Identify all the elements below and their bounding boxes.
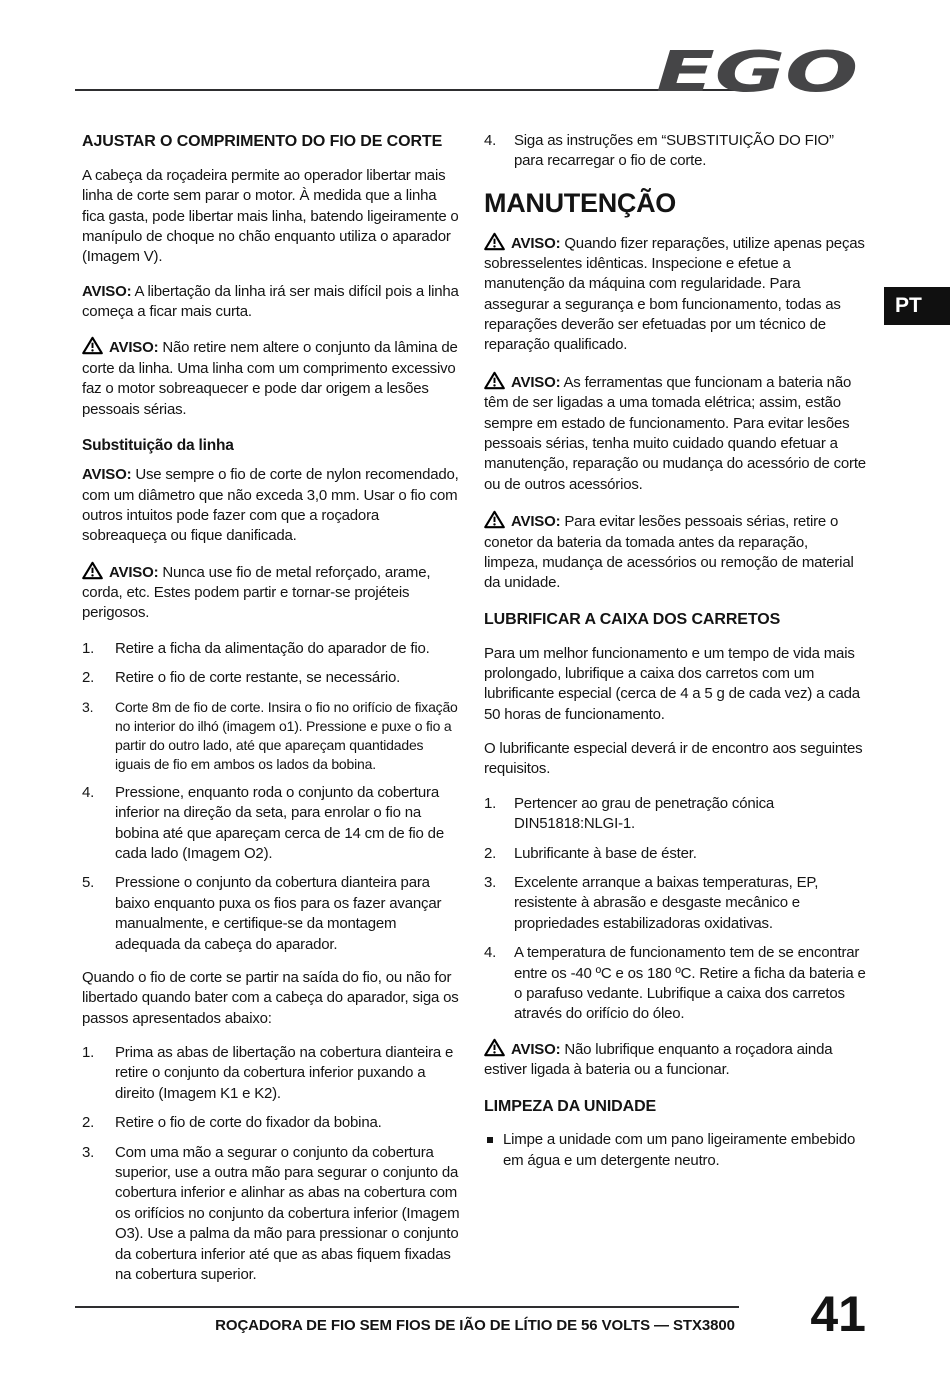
list-item-number: 2. (82, 1114, 95, 1132)
warning-text: Use sempre o fio de corte de nylon recomendado, com um diâmetro que não exceda 3,0 mm. Usar o fio com outros intuitos pode fazer com que a roçadora sobreaqueça ou fique danificada. (82, 466, 459, 545)
numbered-list-continued (484, 131, 866, 172)
list-item-text: Retire o fio de corte restante, se necessário. (115, 669, 401, 687)
subsection-heading-line-replacement: Substituição da linha (82, 437, 234, 455)
header-rule (75, 89, 739, 91)
list-item-text: Com uma mão a segurar o conjunto da cobertura superior, use a outra mão para segurar o conjunto da cobertura inferior e alinhar as abas na cobertura com os orifícios no conjunto da cobertura inferior (Imagem O3). Use a palma da mão para pressionar o conjunto da cobertura inferior até que as abas fiquem fixadas na cobertura superior. (115, 1143, 460, 1283)
warning-label: AVISO: (511, 373, 561, 391)
list-item (82, 1143, 460, 1286)
section-heading-adjust-line: AJUSTAR O COMPRIMENTO DO FIO DE CORTE (82, 133, 443, 150)
list-item-number: 3. (82, 1143, 95, 1161)
list-item-number: 3. (484, 874, 497, 892)
list-item-number: 4. (82, 783, 95, 801)
list-item-number: 4. (484, 944, 497, 962)
section-heading-cleaning: LIMPEZA DA UNIDADE (484, 1097, 657, 1115)
list-item-number: 4. (484, 132, 497, 149)
warning-paragraph (82, 561, 460, 624)
list-item-text: Corte 8m de fio de corte. Insira o fio no orifício de fixação no interior do ilhó (imagem o1). Pressione e puxe o fio a partir do outro lado, até que apareçam quantidades iguais de fio em ambos os lados da bobina. (115, 698, 458, 772)
warning-triangle-icon (82, 336, 103, 355)
list-item-text: Prima as abas de libertação na cobertura dianteira e retire o conjunto da cobertura inferior puxando a direito (Imagem K1 e K2). (115, 1044, 454, 1102)
warning-text: Não retire nem altere o conjunto da lâmina de corte da linha. Uma linha com um comprimento excessivo faz o motor sobreaquecer e pode dar origem a lesões pessoais sérias. (82, 339, 458, 418)
bullet-text: Limpe a unidade com um pano ligeiramente embebido em água e um detergente neutro. (503, 1131, 856, 1169)
warning-text: Quando fizer reparações, utilize apenas peças sobresselentes idênticas. Inspecione e efetue a manutenção da máquina com regularidade. Para assegurar a segurança e bom funcionamento, todas as reparações deverão ser efetuadas por um técnico de reparação qualificado. (484, 234, 865, 354)
list-item-number: 2. (82, 669, 95, 687)
list-item (484, 943, 866, 1025)
warning-paragraph (484, 1038, 866, 1081)
warning-text: Não lubrifique enquanto a roçadora ainda estiver ligada à bateria ou a funcionar. (484, 1040, 833, 1079)
list-item (82, 639, 460, 659)
chapter-heading-maintenance: MANUTENÇÃO (484, 187, 676, 218)
list-item-number: 3. (82, 698, 94, 715)
list-item-number: 1. (82, 1044, 95, 1062)
warning-paragraph (484, 371, 866, 495)
warning-paragraph (484, 232, 866, 356)
list-item-text: Siga as instruções em “SUBSTITUIÇÃO DO FIO” para recarregar o fio de corte. (514, 132, 834, 170)
paragraph-intro: A cabeça da roçadeira permite ao operador libertar mais linha de corte sem parar o motor. À medida que a linha fica gasta, pode libertar mais linha, batendo ligeiramente o manípulo de choque no chão enquanto utiliza o aparador (Imagem V). (82, 166, 459, 266)
list-item (82, 1043, 460, 1104)
warning-text: Para evitar lesões pessoais sérias, retire o conetor da bateria da tomada antes da reparação, limpeza, mudança de acessórios ou remoção de material da unidade. (484, 513, 854, 592)
warning-triangle-icon (484, 1038, 505, 1057)
list-item-text: Pertencer ao grau de penetração cónica DIN51818:NLGI-1. (514, 794, 775, 833)
warning-label: AVISO: (82, 282, 132, 300)
list-item (484, 844, 866, 864)
list-item-text: Lubrificante à base de éster. (514, 844, 697, 862)
list-item (484, 873, 866, 934)
list-item (82, 873, 460, 955)
ego-logo-text: EGO (656, 46, 858, 100)
warning-triangle-icon (484, 371, 505, 390)
language-tab: PT (884, 287, 950, 325)
warning-triangle-icon (484, 510, 505, 529)
warning-paragraph (484, 510, 866, 594)
warning-paragraph (82, 465, 460, 547)
list-item-text: Excelente arranque a baixas temperaturas, EP, resistente à abrasão e desgaste mecânico e propriedades estabilizadoras oxidativas. (514, 874, 819, 932)
warning-label: AVISO: (82, 466, 132, 484)
numbered-list-lubricant (484, 794, 866, 1025)
list-item-number: 1. (82, 639, 95, 657)
warning-text: A libertação da linha irá ser mais difícil pois a linha começa a ficar mais curta. (82, 282, 459, 321)
section-heading-lubrication: LUBRIFICAR A CAIXA DOS CARRETOS (484, 610, 781, 628)
numbered-list-broken-line (82, 1043, 460, 1285)
list-item (484, 131, 866, 172)
paragraph-lubrication: Para um melhor funcionamento e um tempo de vida mais prolongado, lubrifique a caixa dos carretos com um lubrificante especial (cerca de 4 a 5 g de cada vez) a cada 50 horas de funcionamento. (484, 644, 860, 723)
footer-product-title: ROÇADORA DE FIO SEM FIOS DE IÃO DE LÍTIO DE 56 VOLTS — STX3800 (215, 1317, 735, 1334)
paragraph-lubricant-requirements: O lubrificante especial deverá ir de encontro aos seguintes requisitos. (484, 740, 863, 778)
list-item (82, 783, 460, 865)
list-item-text: Retire o fio de corte do fixador da bobina. (115, 1114, 382, 1132)
list-item-number: 1. (484, 794, 497, 812)
list-item (484, 794, 866, 835)
warning-triangle-icon (82, 561, 103, 580)
page-number: 41 (810, 1286, 866, 1342)
ego-logo (654, 46, 864, 100)
numbered-list-line-loading (82, 639, 460, 955)
warning-paragraph (82, 336, 460, 420)
list-item (82, 668, 460, 688)
list-item-number: 5. (82, 874, 95, 892)
list-item-text: Pressione, enquanto roda o conjunto da cobertura inferior na direção da seta, para enrolar o fio na bobina até que apareçam cerca de 14 cm de fio de cada lado (Imagem O2). (115, 783, 444, 862)
warning-label: AVISO: (511, 513, 561, 531)
warning-label: AVISO: (511, 234, 561, 252)
list-item (82, 698, 460, 774)
list-item-text: A temperatura de funcionamento tem de se encontrar entre os -40 ºC e os 180 ºC. Retire a ficha da bateria e o parafuso vedante. Lubrifique a caixa dos carretos através do orifício do óleo. (514, 944, 866, 1023)
warning-paragraph (82, 282, 460, 323)
right-column (484, 131, 866, 1185)
footer-rule (75, 1306, 739, 1308)
list-item-number: 2. (484, 844, 497, 862)
warning-label: AVISO: (109, 563, 159, 581)
warning-label: AVISO: (511, 1040, 561, 1058)
paragraph-broken-line: Quando o fio de corte se partir na saída do fio, ou não for libertado quando bater com a cabeça do aparador, siga os passos apresentados abaixo: (82, 968, 459, 1027)
left-column (82, 131, 460, 1298)
bullet-icon (487, 1137, 493, 1143)
warning-text: As ferramentas que funcionam a bateria não têm de ser ligadas a uma tomada elétrica; assim, estão sempre em estado de funcionamento. Para evitar lesões pessoais sérias, tenha muito cuidado quando efetuar a manutenção, reparação ou mudança do acessório de corte ou de outros acessórios. (484, 373, 866, 493)
warning-text: Nunca use fio de metal reforçado, arame, corda, etc. Estes podem partir e tornar-se projéteis perigosos. (82, 563, 431, 622)
list-item (82, 1113, 460, 1133)
warning-triangle-icon (484, 232, 505, 251)
bullet-item (484, 1130, 866, 1171)
list-item-text: Pressione o conjunto da cobertura dianteira para baixo enquanto puxa os fios para os fazer avançar manualmente, e certifique-se da montagem adequada da cabeça do aparador. (115, 874, 442, 953)
list-item-text: Retire a ficha da alimentação do aparador de fio. (115, 639, 430, 657)
warning-label: AVISO: (109, 339, 159, 357)
